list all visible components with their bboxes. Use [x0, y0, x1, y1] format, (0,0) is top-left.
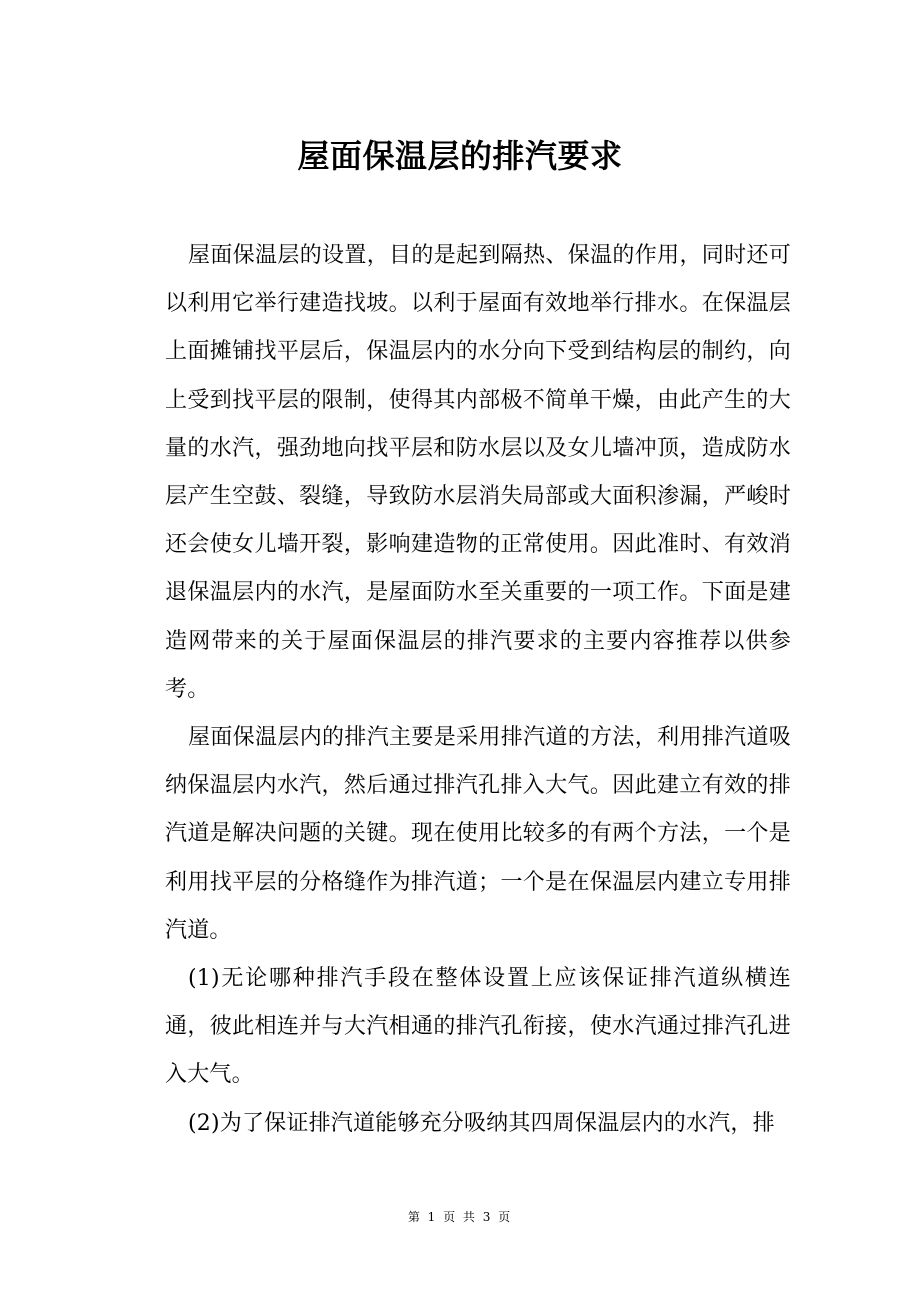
paragraph-item-2: (2)为了保证排汽道能够充分吸纳其四周保温层内的水汽，排 [188, 1110, 775, 1136]
page-number-footer: 第 1 页 共 3 页 [407, 1210, 513, 1224]
document-title: 屋面保温层的排汽要求 [297, 137, 623, 175]
paragraph-exhaust-method: 屋面保温层内的排汽主要是采用排汽道的方法，利用排汽道吸纳保温层内水汽，然后通过排汽孔排入大气。因此建立有效的排汽道是解决问题的关键。现在使用比较多的有两个方法，一个是利用找平层的分格缝作为排汽道；一个是在保温层内建立专用排汽道。 [165, 725, 791, 943]
paragraph-intro: 屋面保温层的设置，目的是起到隔热、保温的作用，同时还可以利用它举行建造找坡。以利于屋面有效地举行排水。在保温层上面摊铺找平层后，保温层内的水分向下受到结构层的制约，向上受到找平层的限制，使得其内部极不简单干燥，由此产生的大量的水汽，强劲地向找平层和防水层以及女儿墙冲顶，造成防水层产生空鼓、裂缝，导致防水层消失局部或大面积渗漏，严峻时还会使女儿墙开裂，影响建造物的正常使用。因此准时、有效消退保温层内的水汽，是屋面防水至关重要的一项工作。下面是建造网带来的关于屋面保温层的排汽要求的主要内容推荐以供参考。 [165, 243, 791, 702]
paragraph-item-1: (1)无论哪种排汽手段在整体设置上应该保证排汽道纵横连通，彼此相连并与大汽相通的排汽孔衔接，使水汽通过排汽孔进入大气。 [165, 966, 791, 1088]
document-body [165, 232, 791, 1148]
